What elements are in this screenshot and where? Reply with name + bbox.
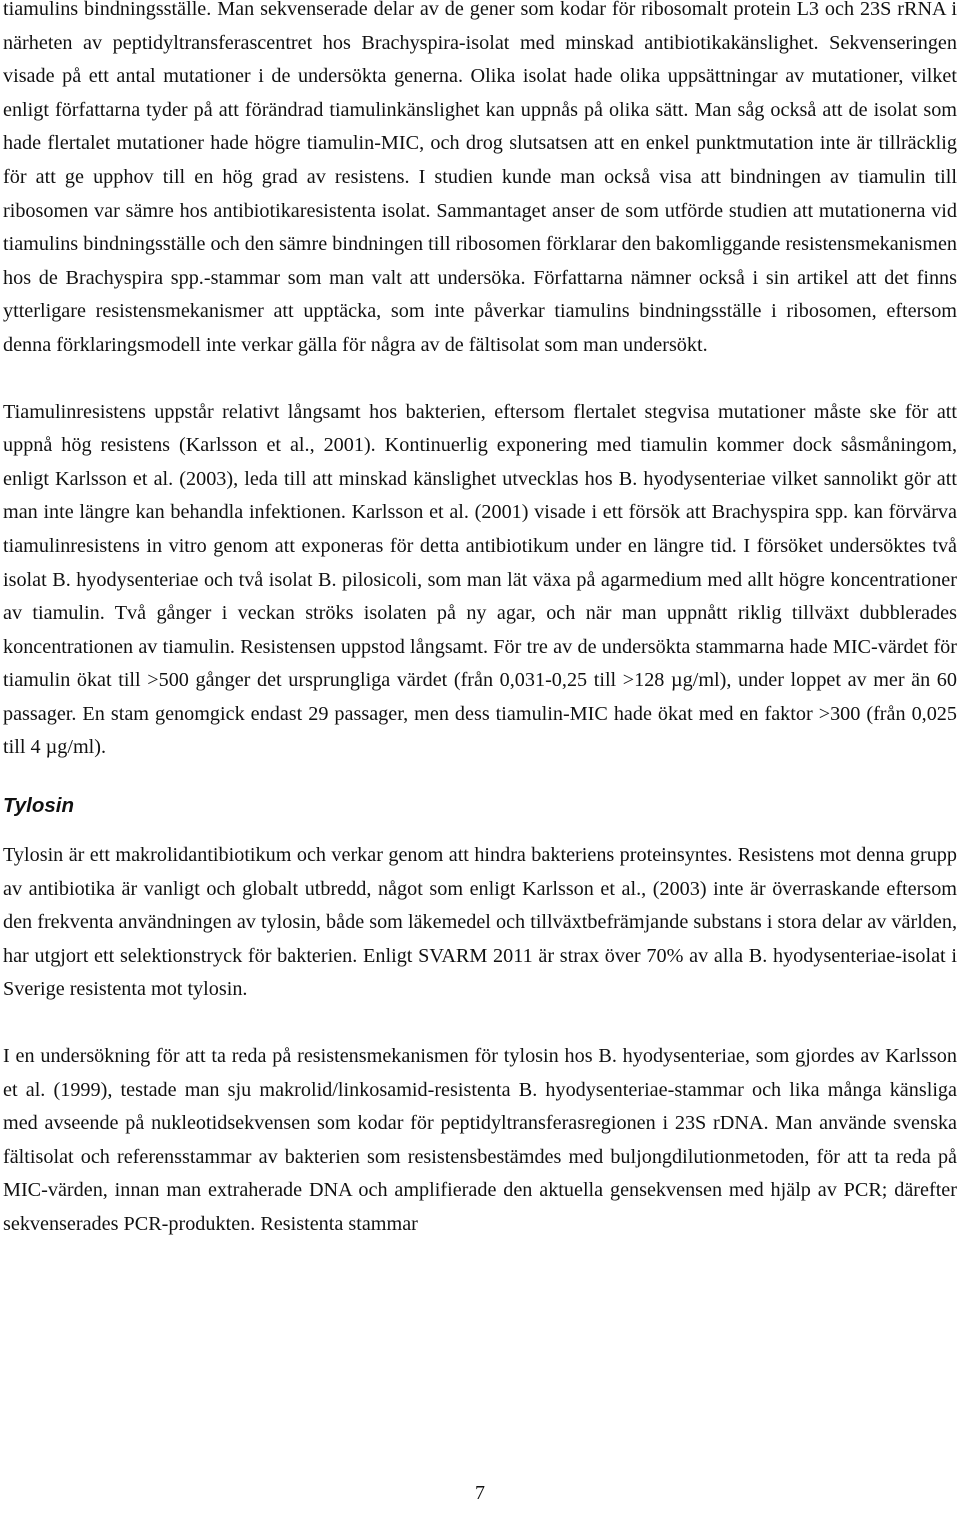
paragraph-tylosin-study: I en undersökning för att ta reda på resistensmekanismen för tylosin hos B. hyodysenteriae, som gjordes av Karlsson et al. (1999), testade man sju makrolid/linkosamid-resistenta B. hyodysenteriae-stammar och lika många känsliga med avseende på nukleotidsekvensen som kodar för peptidyltransferasregionen i 23S rDNA. Man använde svenska fältisolat och referensstammar av bakterien som resistensbestämdes med buljongdilutionmetoden, för att ta reda på MIC-värden, innan man extraherade DNA och amplifierade den aktuella gensekvensen med hjälp av PCR; därefter sekvenserades PCR-produkten. Resistenta stammar	[3, 1045, 957, 1235]
paragraph-tiamulin-resistance: Tiamulinresistens uppstår relativt långsamt hos bakterien, eftersom flertalet stegvisa mutationer måste ske för att uppnå hög resistens (Karlsson et al., 2001). Kontinuerlig exponering med tiamulin kommer dock såsmåningom, enligt Karlsson et al. (2003), leda till att minskad känslighet utvecklas hos B. hyodysenteriae vilket sannolikt gör att man inte längre kan behandla infektionen. Karlsson et al. (2001) visade i ett försök att Brachyspira spp. kan förvärva tiamulinresistens in vitro genom att exponeras för detta antibiotikum under en längre tid. I försöket undersöktes två isolat B. hyodysenteriae och två isolat B. pilosicoli, som man lät växa på agarmedium med allt högre koncentrationer av tiamulin. Två gånger i veckan ströks isolaten på ny agar, och när man uppnått riklig tillväxt dubblerades koncentrationen av tiamulin. Resistensen uppstod långsamt. För tre av de undersökta stammarna hade MIC-värdet för tiamulin ökat till >500 gånger det ursprungliga värdet (från 0,031-0,25 till >128 µg/ml), under loppet av mer än 60 passager. En stam genomgick endast 29 passager, men dess tiamulin-MIC hade ökat med en faktor >300 (från 0,025 till 4 µg/ml).	[3, 400, 957, 759]
section-heading-tylosin: Tylosin	[3, 794, 74, 818]
page-number: 7	[475, 1482, 485, 1504]
paragraph-tiamulin-binding-site: tiamulins bindningsställe. Man sekvenserade delar av de gener som kodar för ribosomalt protein L3 och 23S rRNA i närheten av peptidyltransferascentret hos Brachyspira-isolat med minskad antibiotikakänslighet. Sekvenseringen visade på ett antal mutationer i de undersökta generna. Olika isolat hade olika uppsättningar av mutationer, vilket enligt författarna tyder på att förändrad tiamulinkänslighet kan uppnås på olika sätt. Man såg också att de isolat som hade flertalet mutationer hade högre tiamulin-MIC, och drog slutsatsen att en enkel punktmutation inte är tillräcklig för att ge upphov till en hög grad av resistens. I studien kunde man också visa att bindningen av tiamulin till ribosomen var sämre hos antibiotikaresistenta isolat. Sammantaget anser de som utförde studien att mutationerna vid tiamulins bindningsställe och den sämre bindningen till ribosomen förklarar den bakomliggande resistensmekanismen hos de Brachyspira spp.-stammar som man valt att undersöka. Författarna nämner också i sin artikel att det finns ytterligare resistensmekanismer att upptäcka, som inte påverkar tiamulins bindningsställe i ribosomen, eftersom denna förklaringsmodell inte verkar gälla för några av de fältisolat som man undersökt.	[3, 0, 957, 356]
paragraph-tylosin-intro: Tylosin är ett makrolidantibiotikum och verkar genom att hindra bakteriens proteinsyntes. Resistens mot denna grupp av antibiotika är vanligt och globalt utbredd, något som enligt Karlsson et al., (2003) inte är överraskande eftersom den frekventa användningen av tylosin, både som läkemedel och tillväxtbefrämjande substans i stora delar av världen, har utgjort ett selektionstryck för bakterien. Enligt SVARM 2011 är strax över 70% av alla B. hyodysenteriae-isolat i Sverige resistenta mot tylosin.	[3, 844, 957, 1001]
document-page	[3, 0, 957, 1242]
